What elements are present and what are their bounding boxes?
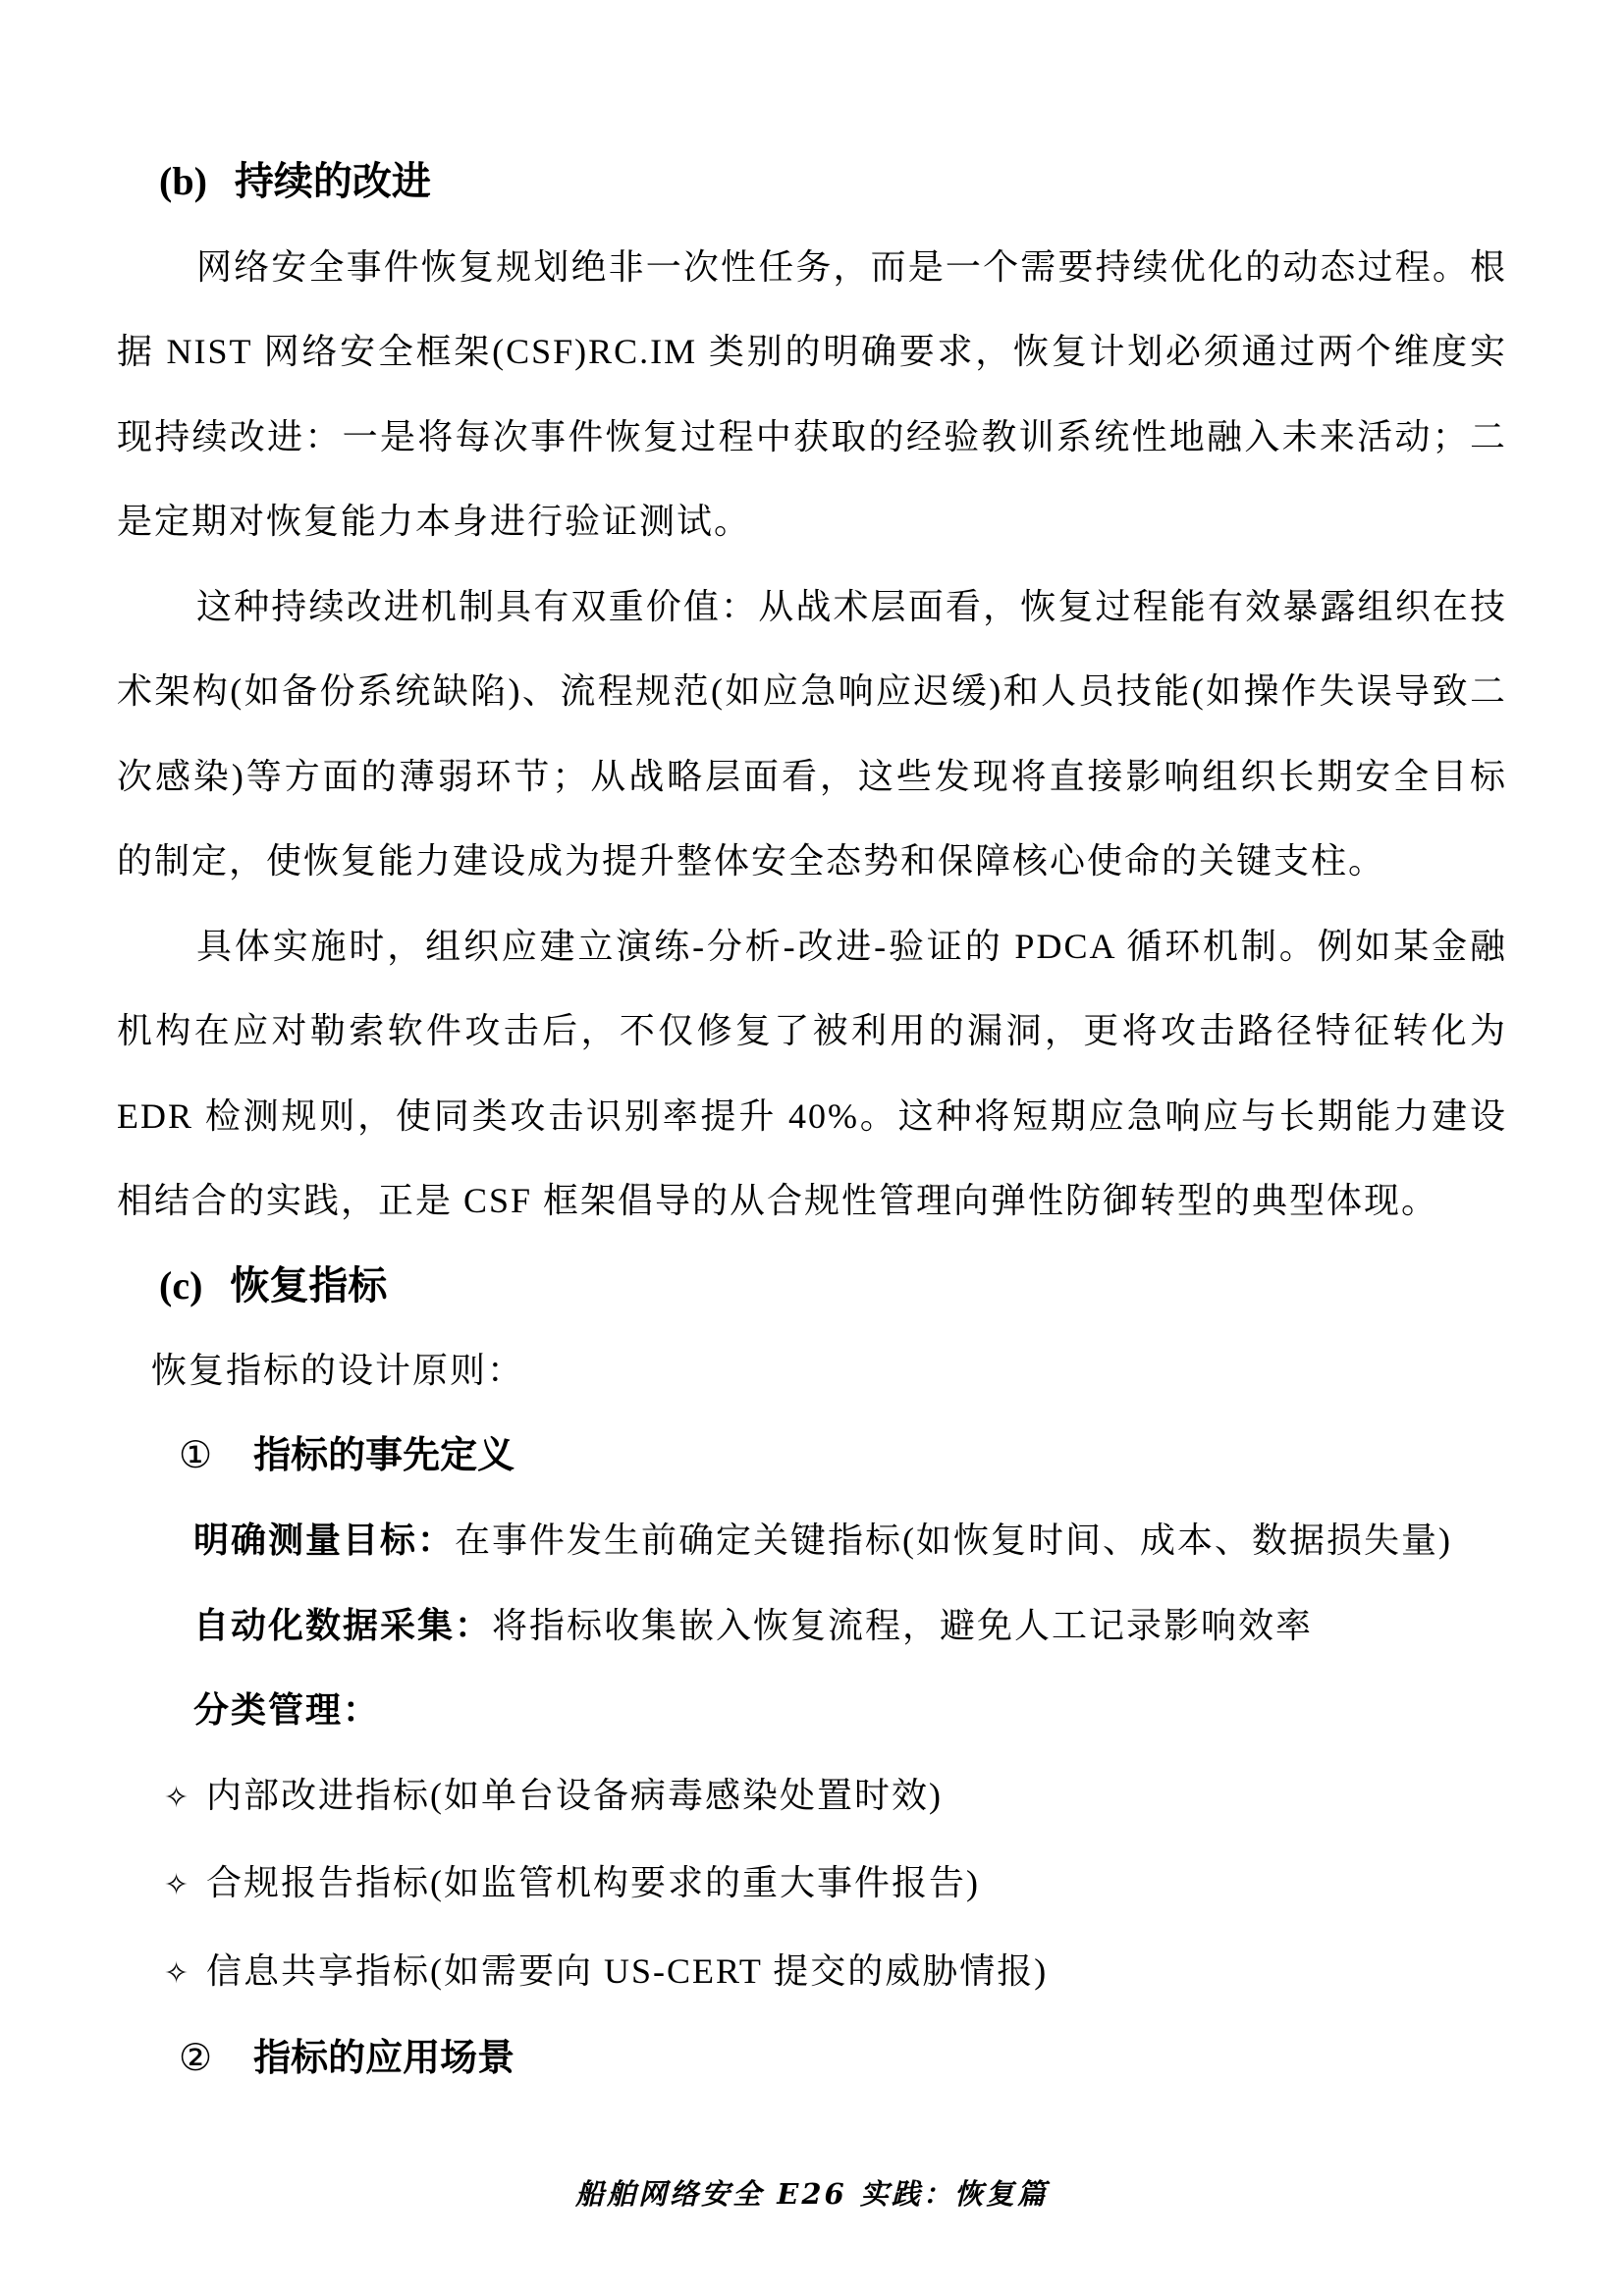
circled-number-2: ② bbox=[179, 2038, 213, 2079]
principle-measure-goals-text: 在事件发生前确定关键指标(如恢复时间、成本、数据损失量) bbox=[455, 1521, 1452, 1560]
section-heading-b bbox=[117, 139, 1507, 225]
principle-classification bbox=[117, 1668, 1507, 1753]
document-body bbox=[117, 139, 1507, 2102]
diamond-bullet-icon: ✧ bbox=[164, 1781, 189, 1814]
section-number-c: (c) bbox=[159, 1262, 203, 1308]
section-heading-c bbox=[117, 1244, 1507, 1329]
principle-measure-goals-label: 明确测量目标： bbox=[193, 1521, 456, 1560]
section-number-b: (b) bbox=[159, 159, 207, 203]
diamond-bullet-icon: ✧ bbox=[164, 1869, 189, 1901]
principle-classification-label: 分类管理： bbox=[193, 1690, 381, 1730]
subheading-metric-definition bbox=[117, 1414, 1507, 1499]
subheading-metric-definition-title: 指标的事先定义 bbox=[253, 1434, 515, 1476]
metrics-design-intro: 恢复指标的设计原则： bbox=[151, 1351, 525, 1390]
paragraph-continuous-improvement-2: 这种持续改进机制具有双重价值：从战术层面看，恢复过程能有效暴露组织在技术架构(如备份系统缺陷)、流程规范(如应急响应迟缓)和人员技能(如操作失误导致二次感染)等方面的薄弱环节；从战略层面看，这些发现将直接影响组织长期安全目标的制定，使恢复能力建设成为提升整体安全态势和保障核心使命的关键支柱。 bbox=[117, 586, 1507, 881]
list-item bbox=[117, 1929, 1507, 2017]
metric-category-list bbox=[117, 1753, 1507, 2017]
subheading-metric-application bbox=[117, 2016, 1507, 2102]
principle-automated-collection bbox=[117, 1583, 1507, 1669]
page-footer: 船舶网络安全 E26 实践：恢复篇 bbox=[575, 2177, 1049, 2211]
list-item-text: 信息共享指标(如需要向 US-CERT 提交的威胁情报) bbox=[206, 1950, 1049, 1991]
list-item-text: 合规报告指标(如监管机构要求的重大事件报告) bbox=[206, 1863, 980, 1902]
list-item bbox=[117, 1841, 1507, 1929]
paragraph-continuous-improvement-3: 具体实施时，组织应建立演练-分析-改进-验证的 PDCA 循环机制。例如某金融机构在应对勒索软件攻击后，不仅修复了被利用的漏洞，更将攻击路径特征转化为 EDR 检测规则，使同类攻击识别率提升 40%。这种将短期应急响应与长期能力建设相结合的实践，正是 CSF 框架倡导的从合规性管理向弹性防御转型的典型体现。 bbox=[117, 926, 1507, 1220]
list-item bbox=[117, 1753, 1507, 1842]
list-item-text: 内部改进指标(如单台设备病毒感染处置时效) bbox=[206, 1775, 943, 1815]
subheading-metric-application-title: 指标的应用场景 bbox=[253, 2038, 515, 2079]
section-title-c: 恢复指标 bbox=[230, 1262, 388, 1308]
principle-automated-collection-label: 自动化数据采集： bbox=[193, 1605, 493, 1645]
section-title-b: 持续的改进 bbox=[234, 159, 431, 203]
principle-measure-goals bbox=[117, 1498, 1507, 1583]
paragraph-continuous-improvement-1: 网络安全事件恢复规划绝非一次性任务，而是一个需要持续优化的动态过程。根据 NIST 网络安全框架(CSF)RC.IM 类别的明确要求，恢复计划必须通过两个维度实现持续改进：一是将每次事件恢复过程中获取的经验教训系统性地融入未来活动；二是定期对恢复能力本身进行验证测试。 bbox=[117, 246, 1507, 541]
diamond-bullet-icon: ✧ bbox=[164, 1956, 189, 1990]
circled-number-1: ① bbox=[179, 1434, 213, 1476]
principle-automated-collection-text: 将指标收集嵌入恢复流程，避免人工记录影响效率 bbox=[492, 1605, 1314, 1645]
